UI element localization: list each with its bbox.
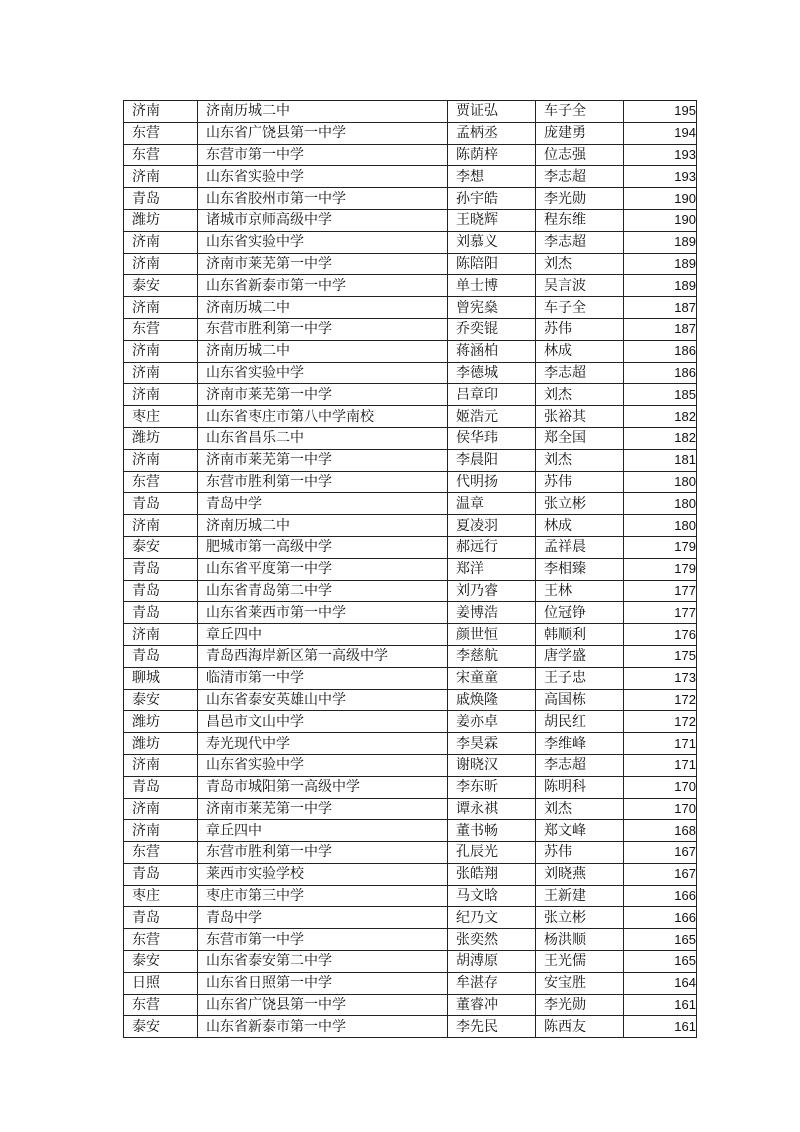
student-cell: 侯华玮 — [448, 427, 536, 449]
student-cell: 夏凌羽 — [448, 515, 536, 537]
teacher-cell: 胡民红 — [536, 711, 624, 733]
city-cell: 潍坊 — [124, 427, 198, 449]
score-cell: 176 — [624, 624, 697, 646]
school-cell: 山东省平度第一中学 — [198, 558, 448, 580]
student-cell: 贾证弘 — [448, 101, 536, 123]
student-cell: 姜博浩 — [448, 602, 536, 624]
student-cell: 乔奕锟 — [448, 318, 536, 340]
city-cell: 青岛 — [124, 188, 198, 210]
student-cell: 牟湛存 — [448, 972, 536, 994]
school-cell: 山东省实验中学 — [198, 166, 448, 188]
student-cell: 温章 — [448, 493, 536, 515]
student-cell: 颜世恒 — [448, 624, 536, 646]
student-cell: 李德城 — [448, 362, 536, 384]
score-cell: 167 — [624, 863, 697, 885]
table-row — [124, 689, 697, 711]
city-cell: 青岛 — [124, 558, 198, 580]
school-cell: 枣庄市第三中学 — [198, 885, 448, 907]
student-cell: 郑洋 — [448, 558, 536, 580]
city-cell: 青岛 — [124, 645, 198, 667]
table-row — [124, 972, 697, 994]
teacher-cell: 张立彬 — [536, 907, 624, 929]
table-row — [124, 667, 697, 689]
student-cell: 陈陪阳 — [448, 253, 536, 275]
score-cell: 164 — [624, 972, 697, 994]
city-cell: 东营 — [124, 144, 198, 166]
student-cell: 李东昕 — [448, 776, 536, 798]
city-cell: 泰安 — [124, 536, 198, 558]
city-cell: 济南 — [124, 624, 198, 646]
table-row — [124, 253, 697, 275]
score-cell: 189 — [624, 253, 697, 275]
school-cell: 青岛中学 — [198, 907, 448, 929]
score-cell: 179 — [624, 558, 697, 580]
score-cell: 180 — [624, 493, 697, 515]
school-cell: 昌邑市文山中学 — [198, 711, 448, 733]
score-cell: 189 — [624, 231, 697, 253]
score-cell: 175 — [624, 645, 697, 667]
teacher-cell: 李志超 — [536, 754, 624, 776]
score-cell: 194 — [624, 122, 697, 144]
score-cell: 167 — [624, 842, 697, 864]
score-cell: 170 — [624, 776, 697, 798]
score-cell: 181 — [624, 449, 697, 471]
table-row — [124, 362, 697, 384]
score-cell: 172 — [624, 711, 697, 733]
table-row — [124, 340, 697, 362]
city-cell: 东营 — [124, 929, 198, 951]
city-cell: 济南 — [124, 166, 198, 188]
student-cell: 孟柄丞 — [448, 122, 536, 144]
table-row — [124, 798, 697, 820]
teacher-cell: 李志超 — [536, 231, 624, 253]
table-row — [124, 406, 697, 428]
student-cell: 张奕然 — [448, 929, 536, 951]
school-cell: 山东省莱西市第一中学 — [198, 602, 448, 624]
table-row — [124, 733, 697, 755]
school-cell: 山东省胶州市第一中学 — [198, 188, 448, 210]
teacher-cell: 刘杰 — [536, 384, 624, 406]
city-cell: 济南 — [124, 515, 198, 537]
school-cell: 济南市莱芜第一中学 — [198, 384, 448, 406]
city-cell: 枣庄 — [124, 885, 198, 907]
teacher-cell: 刘杰 — [536, 449, 624, 471]
student-cell: 刘乃睿 — [448, 580, 536, 602]
city-cell: 济南 — [124, 253, 198, 275]
table-row — [124, 297, 697, 319]
student-cell: 蒋涵柏 — [448, 340, 536, 362]
city-cell: 济南 — [124, 231, 198, 253]
city-cell: 济南 — [124, 754, 198, 776]
student-cell: 代明扬 — [448, 471, 536, 493]
score-cell: 168 — [624, 820, 697, 842]
score-cell: 170 — [624, 798, 697, 820]
score-cell: 187 — [624, 318, 697, 340]
school-cell: 济南历城二中 — [198, 515, 448, 537]
score-cell: 190 — [624, 209, 697, 231]
score-cell: 193 — [624, 166, 697, 188]
student-cell: 胡溥原 — [448, 951, 536, 973]
teacher-cell: 刘晓燕 — [536, 863, 624, 885]
results-table-body — [124, 101, 697, 1038]
score-cell: 177 — [624, 580, 697, 602]
score-cell: 161 — [624, 994, 697, 1016]
teacher-cell: 林成 — [536, 515, 624, 537]
teacher-cell: 位冠铮 — [536, 602, 624, 624]
school-cell: 莱西市实验学校 — [198, 863, 448, 885]
school-cell: 章丘四中 — [198, 624, 448, 646]
teacher-cell: 刘杰 — [536, 253, 624, 275]
teacher-cell: 韩顺利 — [536, 624, 624, 646]
teacher-cell: 王子忠 — [536, 667, 624, 689]
student-cell: 宋童童 — [448, 667, 536, 689]
city-cell: 日照 — [124, 972, 198, 994]
student-cell: 张皓翔 — [448, 863, 536, 885]
teacher-cell: 苏伟 — [536, 842, 624, 864]
student-cell: 王晓辉 — [448, 209, 536, 231]
table-row — [124, 863, 697, 885]
teacher-cell: 张裕其 — [536, 406, 624, 428]
score-cell: 172 — [624, 689, 697, 711]
school-cell: 肥城市第一高级中学 — [198, 536, 448, 558]
table-row — [124, 602, 697, 624]
table-row — [124, 754, 697, 776]
table-row — [124, 820, 697, 842]
student-cell: 谭永祺 — [448, 798, 536, 820]
city-cell: 济南 — [124, 820, 198, 842]
student-cell: 戚焕隆 — [448, 689, 536, 711]
school-cell: 山东省泰安第二中学 — [198, 951, 448, 973]
table-row — [124, 188, 697, 210]
student-cell: 孔辰光 — [448, 842, 536, 864]
school-cell: 青岛西海岸新区第一高级中学 — [198, 645, 448, 667]
table-row — [124, 536, 697, 558]
city-cell: 济南 — [124, 449, 198, 471]
teacher-cell: 陈明科 — [536, 776, 624, 798]
table-row — [124, 493, 697, 515]
score-cell: 179 — [624, 536, 697, 558]
score-cell: 193 — [624, 144, 697, 166]
student-cell: 董睿冲 — [448, 994, 536, 1016]
city-cell: 青岛 — [124, 602, 198, 624]
student-cell: 刘慕义 — [448, 231, 536, 253]
score-cell: 165 — [624, 929, 697, 951]
student-cell: 李晨阳 — [448, 449, 536, 471]
score-cell: 185 — [624, 384, 697, 406]
city-cell: 青岛 — [124, 907, 198, 929]
school-cell: 寿光现代中学 — [198, 733, 448, 755]
teacher-cell: 苏伟 — [536, 471, 624, 493]
teacher-cell: 苏伟 — [536, 318, 624, 340]
school-cell: 山东省广饶县第一中学 — [198, 122, 448, 144]
table-row — [124, 624, 697, 646]
teacher-cell: 王林 — [536, 580, 624, 602]
score-cell: 171 — [624, 754, 697, 776]
teacher-cell: 李志超 — [536, 166, 624, 188]
score-cell: 186 — [624, 362, 697, 384]
city-cell: 泰安 — [124, 1016, 198, 1038]
teacher-cell: 李相臻 — [536, 558, 624, 580]
city-cell: 潍坊 — [124, 733, 198, 755]
table-row — [124, 384, 697, 406]
table-row — [124, 885, 697, 907]
student-cell: 谢晓汉 — [448, 754, 536, 776]
score-cell: 190 — [624, 188, 697, 210]
table-row — [124, 449, 697, 471]
student-cell: 姜亦卓 — [448, 711, 536, 733]
teacher-cell: 孟祥晨 — [536, 536, 624, 558]
table-row — [124, 209, 697, 231]
score-cell: 165 — [624, 951, 697, 973]
school-cell: 东营市胜利第一中学 — [198, 318, 448, 340]
student-cell: 陈荫梓 — [448, 144, 536, 166]
score-cell: 171 — [624, 733, 697, 755]
student-cell: 李昊霖 — [448, 733, 536, 755]
city-cell: 泰安 — [124, 951, 198, 973]
table-row — [124, 166, 697, 188]
school-cell: 济南市莱芜第一中学 — [198, 449, 448, 471]
student-cell: 马文晗 — [448, 885, 536, 907]
city-cell: 东营 — [124, 318, 198, 340]
table-row — [124, 994, 697, 1016]
score-cell: 161 — [624, 1016, 697, 1038]
student-cell: 姬浩元 — [448, 406, 536, 428]
school-cell: 济南历城二中 — [198, 297, 448, 319]
score-cell: 195 — [624, 101, 697, 123]
teacher-cell: 李维峰 — [536, 733, 624, 755]
score-cell: 189 — [624, 275, 697, 297]
table-row — [124, 515, 697, 537]
table-row — [124, 144, 697, 166]
school-cell: 诸城市京师高级中学 — [198, 209, 448, 231]
city-cell: 东营 — [124, 842, 198, 864]
school-cell: 青岛中学 — [198, 493, 448, 515]
table-row — [124, 275, 697, 297]
teacher-cell: 李志超 — [536, 362, 624, 384]
score-cell: 186 — [624, 340, 697, 362]
table-row — [124, 776, 697, 798]
city-cell: 东营 — [124, 122, 198, 144]
city-cell: 枣庄 — [124, 406, 198, 428]
city-cell: 青岛 — [124, 580, 198, 602]
teacher-cell: 车子全 — [536, 101, 624, 123]
student-cell: 曾宪燊 — [448, 297, 536, 319]
city-cell: 济南 — [124, 297, 198, 319]
city-cell: 济南 — [124, 798, 198, 820]
table-row — [124, 318, 697, 340]
table-row — [124, 951, 697, 973]
student-cell: 纪乃文 — [448, 907, 536, 929]
school-cell: 济南历城二中 — [198, 101, 448, 123]
city-cell: 青岛 — [124, 493, 198, 515]
school-cell: 东营市第一中学 — [198, 929, 448, 951]
city-cell: 聊城 — [124, 667, 198, 689]
student-cell: 郝远行 — [448, 536, 536, 558]
table-row — [124, 929, 697, 951]
student-cell: 李想 — [448, 166, 536, 188]
teacher-cell: 安宝胜 — [536, 972, 624, 994]
school-cell: 济南历城二中 — [198, 340, 448, 362]
table-row — [124, 471, 697, 493]
school-cell: 山东省广饶县第一中学 — [198, 994, 448, 1016]
student-cell: 孙宇皓 — [448, 188, 536, 210]
table-row — [124, 122, 697, 144]
teacher-cell: 林成 — [536, 340, 624, 362]
school-cell: 山东省实验中学 — [198, 362, 448, 384]
table-row — [124, 907, 697, 929]
teacher-cell: 杨洪顺 — [536, 929, 624, 951]
school-cell: 青岛市城阳第一高级中学 — [198, 776, 448, 798]
teacher-cell: 程东维 — [536, 209, 624, 231]
teacher-cell: 郑全国 — [536, 427, 624, 449]
student-cell: 李先民 — [448, 1016, 536, 1038]
score-cell: 177 — [624, 602, 697, 624]
city-cell: 青岛 — [124, 863, 198, 885]
score-cell: 166 — [624, 907, 697, 929]
teacher-cell: 庞建勇 — [536, 122, 624, 144]
teacher-cell: 吴言波 — [536, 275, 624, 297]
school-cell: 山东省日照第一中学 — [198, 972, 448, 994]
city-cell: 济南 — [124, 340, 198, 362]
results-table — [123, 100, 697, 1038]
table-row — [124, 427, 697, 449]
table-row — [124, 1016, 697, 1038]
teacher-cell: 刘杰 — [536, 798, 624, 820]
score-cell: 180 — [624, 471, 697, 493]
teacher-cell: 张立彬 — [536, 493, 624, 515]
teacher-cell: 位志强 — [536, 144, 624, 166]
score-cell: 173 — [624, 667, 697, 689]
student-cell: 吕章印 — [448, 384, 536, 406]
school-cell: 山东省泰安英雄山中学 — [198, 689, 448, 711]
school-cell: 东营市胜利第一中学 — [198, 842, 448, 864]
school-cell: 山东省新泰市第一中学 — [198, 1016, 448, 1038]
school-cell: 山东省青岛第二中学 — [198, 580, 448, 602]
teacher-cell: 李光勋 — [536, 994, 624, 1016]
student-cell: 李慈航 — [448, 645, 536, 667]
city-cell: 济南 — [124, 362, 198, 384]
teacher-cell: 李光勋 — [536, 188, 624, 210]
table-row — [124, 101, 697, 123]
school-cell: 山东省实验中学 — [198, 754, 448, 776]
table-row — [124, 558, 697, 580]
city-cell: 济南 — [124, 101, 198, 123]
city-cell: 潍坊 — [124, 209, 198, 231]
city-cell: 潍坊 — [124, 711, 198, 733]
school-cell: 山东省昌乐二中 — [198, 427, 448, 449]
score-cell: 187 — [624, 297, 697, 319]
school-cell: 山东省新泰市第一中学 — [198, 275, 448, 297]
teacher-cell: 王新建 — [536, 885, 624, 907]
student-cell: 董书畅 — [448, 820, 536, 842]
table-row — [124, 580, 697, 602]
score-cell: 166 — [624, 885, 697, 907]
school-cell: 东营市胜利第一中学 — [198, 471, 448, 493]
city-cell: 泰安 — [124, 275, 198, 297]
city-cell: 泰安 — [124, 689, 198, 711]
student-cell: 单士博 — [448, 275, 536, 297]
city-cell: 青岛 — [124, 776, 198, 798]
table-row — [124, 711, 697, 733]
school-cell: 章丘四中 — [198, 820, 448, 842]
city-cell: 东营 — [124, 471, 198, 493]
school-cell: 济南市莱芜第一中学 — [198, 253, 448, 275]
table-row — [124, 842, 697, 864]
teacher-cell: 高国栋 — [536, 689, 624, 711]
teacher-cell: 车子全 — [536, 297, 624, 319]
teacher-cell: 王光儒 — [536, 951, 624, 973]
school-cell: 山东省枣庄市第八中学南校 — [198, 406, 448, 428]
school-cell: 临清市第一中学 — [198, 667, 448, 689]
teacher-cell: 陈西友 — [536, 1016, 624, 1038]
table-row — [124, 231, 697, 253]
city-cell: 东营 — [124, 994, 198, 1016]
city-cell: 济南 — [124, 384, 198, 406]
teacher-cell: 唐学盛 — [536, 645, 624, 667]
school-cell: 东营市第一中学 — [198, 144, 448, 166]
score-cell: 182 — [624, 427, 697, 449]
school-cell: 山东省实验中学 — [198, 231, 448, 253]
table-row — [124, 645, 697, 667]
teacher-cell: 郑文峰 — [536, 820, 624, 842]
score-cell: 180 — [624, 515, 697, 537]
score-cell: 182 — [624, 406, 697, 428]
school-cell: 济南市莱芜第一中学 — [198, 798, 448, 820]
